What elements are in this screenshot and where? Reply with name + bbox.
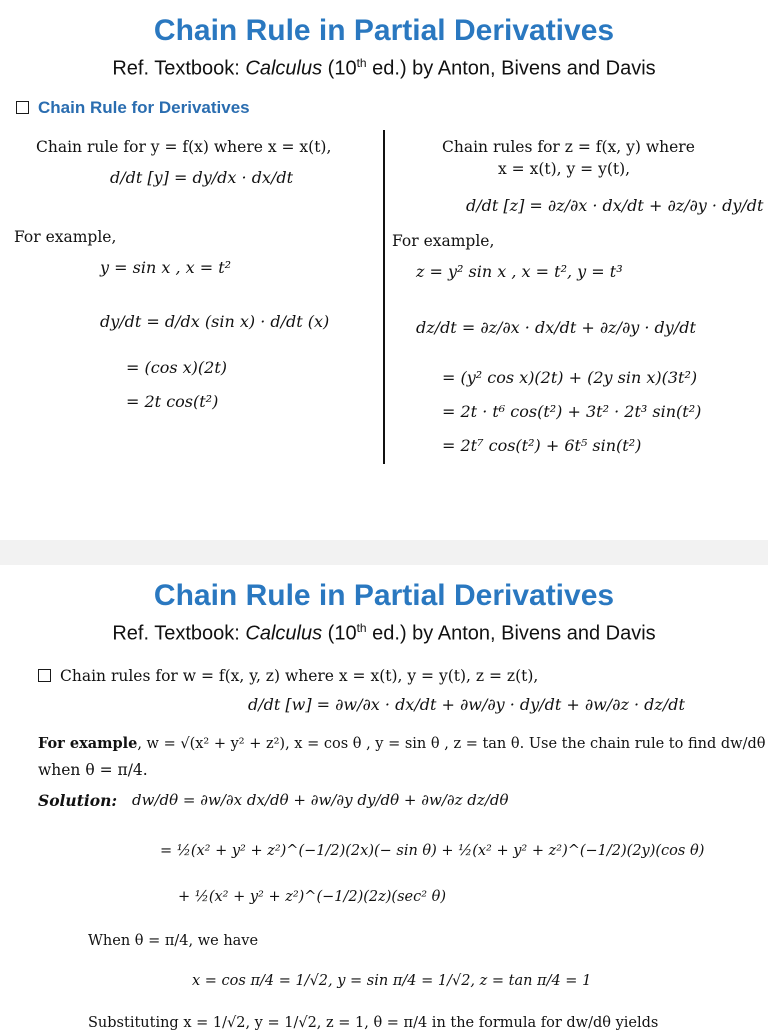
values-line: x = cos π/4 = 1/√2, y = sin π/4 = 1/√2, z = tan π/4 = 1: [192, 973, 592, 989]
ref-edition-sup: th: [356, 56, 367, 70]
example-bold: For example: [38, 735, 138, 752]
column-divider: [383, 130, 385, 464]
right-step-3: = 2t · t⁶ cos(t²) + 3t² · 2t³ sin(t²): [442, 402, 702, 421]
ref-authors: ed.) by Anton, Bivens and Davis: [366, 57, 656, 80]
right-step-1: dz/dt = ∂z/∂x · dx/dt + ∂z/∂y · dy/dt: [416, 318, 696, 337]
ref-prefix: Ref. Textbook:: [112, 57, 246, 80]
left-given: y = sin x , x = t²: [100, 258, 232, 277]
slide-title: Chain Rule in Partial Derivatives: [153, 579, 615, 612]
chain-rule-w: d/dt [w] = ∂w/∂x · dx/dt + ∂w/∂y · dy/dt + ∂w/∂z · dz/dt: [248, 695, 685, 714]
section-heading: [16, 98, 250, 118]
reference-line: [0, 56, 768, 81]
ref-edition: (10: [327, 622, 357, 645]
checkbox-bullet-icon: [38, 669, 51, 682]
left-rule: d/dt [y] = dy/dx · dx/dt: [110, 168, 294, 187]
solution-label: Solution:: [38, 791, 118, 810]
slide-2: [0, 565, 768, 1031]
when-text: When θ = π/4, we have: [88, 933, 259, 949]
intro-text: Chain rules for w = f(x, y, z) where x = x(t), y = y(t), z = z(t),: [60, 667, 539, 685]
solution-step-2: = ½(x² + y² + z²)^(−1/2)(2x)(− sin θ) + ½(x² + y² + z²)^(−1/2)(2y)(cos θ): [160, 843, 705, 859]
left-intro: Chain rule for y = f(x) where x = x(t),: [36, 138, 332, 156]
ref-book: Calculus: [245, 622, 323, 645]
example-text: , w = √(x² + y² + z²), x = cos θ , y = sin θ , z = tan θ. Use the chain rule to find dw/dθ: [137, 736, 766, 752]
slide-title: Chain Rule in Partial Derivatives: [153, 14, 615, 47]
left-example-label: For example,: [14, 228, 117, 246]
ref-edition: (10: [327, 57, 357, 80]
example-line: [38, 735, 765, 752]
section-heading-text: Chain Rule for Derivatives: [38, 98, 250, 117]
ref-book: Calculus: [245, 57, 323, 80]
ref-prefix: Ref. Textbook:: [112, 622, 246, 645]
right-rule: d/dt [z] = ∂z/∂x · dx/dt + ∂z/∂y · dy/dt: [466, 196, 764, 215]
right-given: z = y² sin x , x = t², y = t³: [416, 262, 623, 281]
reference-line: [0, 621, 768, 646]
right-intro-2: x = x(t), y = y(t),: [498, 160, 631, 178]
left-step-1: dy/dt = d/dx (sin x) · d/dt (x): [100, 312, 330, 331]
substitution-text: Substituting x = 1/√2, y = 1/√2, z = 1, θ = π/4 in the formula for dw/dθ yields: [88, 1015, 659, 1031]
right-step-4: = 2t⁷ cos(t²) + 6t⁵ sin(t²): [442, 436, 642, 455]
solution-step-1: dw/dθ = ∂w/∂x dx/dθ + ∂w/∂y dy/dθ + ∂w/∂z dz/dθ: [132, 791, 509, 809]
right-example-label: For example,: [392, 232, 495, 250]
ref-authors: ed.) by Anton, Bivens and Davis: [366, 622, 656, 645]
right-intro-1: Chain rules for z = f(x, y) where: [442, 138, 695, 156]
intro-line: [38, 667, 538, 685]
slide-separator: [0, 540, 768, 565]
solution-step-3: + ½(x² + y² + z²)^(−1/2)(2z)(sec² θ): [178, 889, 447, 905]
right-step-2: = (y² cos x)(2t) + (2y sin x)(3t²): [442, 368, 698, 387]
left-step-2: = (cos x)(2t): [126, 358, 227, 377]
example-line-2: when θ = π/4.: [38, 761, 148, 779]
ref-edition-sup: th: [356, 621, 367, 635]
checkbox-bullet-icon: [16, 101, 29, 114]
left-step-3: = 2t cos(t²): [126, 392, 219, 411]
